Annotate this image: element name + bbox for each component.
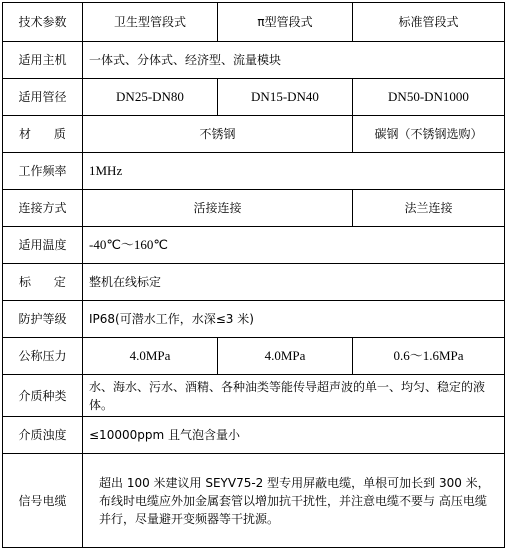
row-calibration	[3, 264, 505, 301]
temperature-label: 适用温度	[3, 227, 83, 264]
header-pi: π型管段式	[218, 3, 353, 42]
diameter-sanitary: DN25-DN80	[83, 79, 218, 116]
row-material	[3, 116, 505, 153]
diameter-pi: DN15-DN40	[218, 79, 353, 116]
material-carbon: 碳钢（不锈钢选购）	[353, 116, 505, 153]
pressure-sanitary: 4.0MPa	[83, 338, 218, 375]
row-connection	[3, 190, 505, 227]
header-row	[3, 3, 505, 42]
row-frequency	[3, 153, 505, 190]
connection-label: 连接方式	[3, 190, 83, 227]
cable-label: 信号电缆	[3, 454, 83, 548]
turbidity-label: 介质浊度	[3, 417, 83, 454]
pressure-pi: 4.0MPa	[218, 338, 353, 375]
row-temperature	[3, 227, 505, 264]
calibration-label: 标 定	[3, 264, 83, 301]
row-host	[3, 42, 505, 79]
row-diameter	[3, 79, 505, 116]
temperature-value: -40℃～160℃	[83, 227, 505, 264]
connection-flange: 法兰连接	[353, 190, 505, 227]
diameter-label: 适用管径	[3, 79, 83, 116]
pressure-label: 公称压力	[3, 338, 83, 375]
host-label: 适用主机	[3, 42, 83, 79]
connection-union: 活接连接	[83, 190, 353, 227]
protection-value: IP68(可潜水工作，水深≤3 米)	[83, 301, 505, 338]
header-label: 技术参数	[3, 3, 83, 42]
protection-label: 防护等级	[3, 301, 83, 338]
row-media	[3, 375, 505, 417]
frequency-label: 工作频率	[3, 153, 83, 190]
diameter-standard: DN50-DN1000	[353, 79, 505, 116]
frequency-value: 1MHz	[83, 153, 505, 190]
pressure-standard: 0.6～1.6MPa	[353, 338, 505, 375]
host-value: 一体式、分体式、经济型、流量模块	[83, 42, 505, 79]
row-pressure	[3, 338, 505, 375]
turbidity-value: ≤10000ppm 且气泡含量小	[83, 417, 505, 454]
row-turbidity	[3, 417, 505, 454]
media-label: 介质种类	[3, 375, 83, 417]
material-label: 材 质	[3, 116, 83, 153]
cable-value: 超出 100 米建议用 SEYV75-2 型专用屏蔽电缆，单根可加长到 300 米，布线时电缆应外加金属套管以增加抗干扰性，并注意电缆不要与 高压电缆并行，尽量避开变频器等干扰源。	[83, 454, 505, 548]
material-stainless: 不锈钢	[83, 116, 353, 153]
row-protection	[3, 301, 505, 338]
media-value: 水、海水、污水、酒精、各种油类等能传导超声波的单一、均匀、稳定的液体。	[83, 375, 505, 417]
calibration-value: 整机在线标定	[83, 264, 505, 301]
header-sanitary: 卫生型管段式	[83, 3, 218, 42]
spec-table	[2, 2, 505, 548]
header-standard: 标准管段式	[353, 3, 505, 42]
row-cable	[3, 454, 505, 548]
